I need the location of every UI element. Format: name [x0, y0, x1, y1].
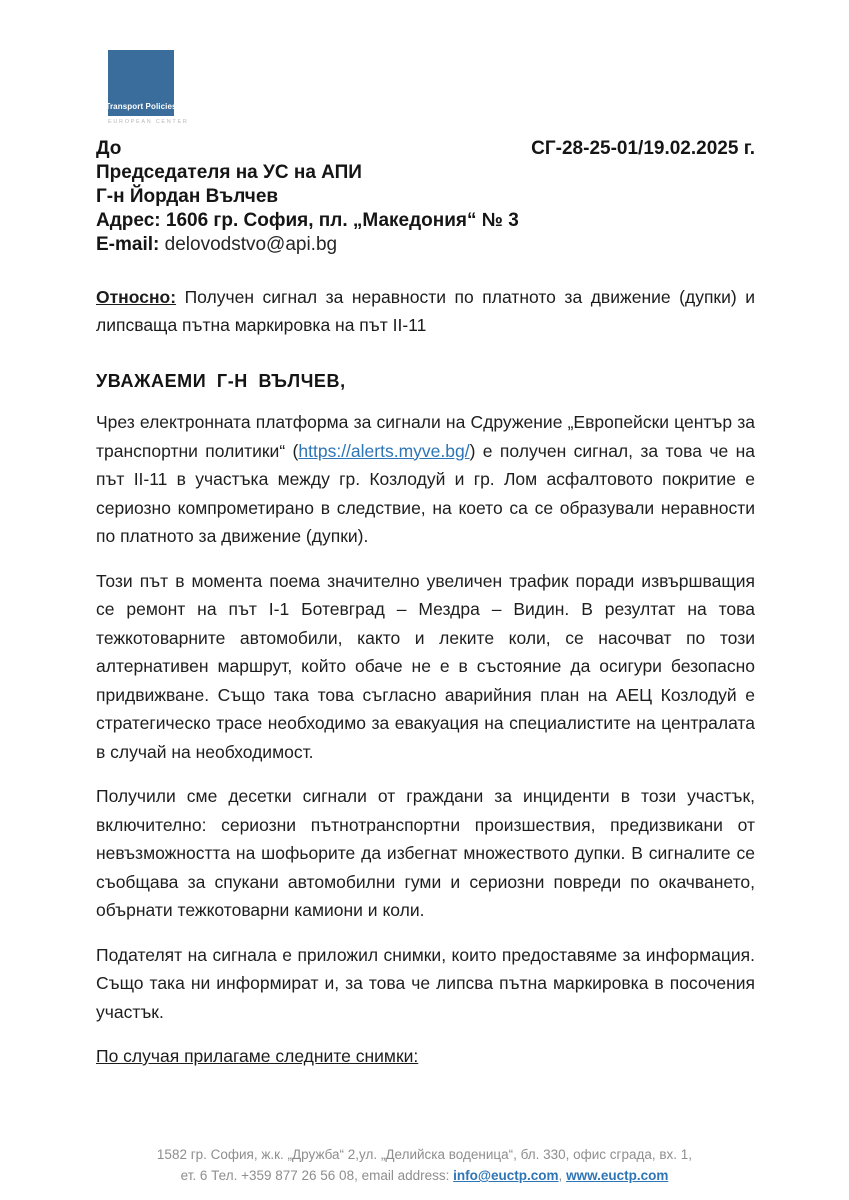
recipient-email-line	[96, 233, 755, 257]
footer-separator: ,	[558, 1168, 567, 1183]
footer-contact-text: ет. 6 Тел. +359 877 26 56 08, email address:	[180, 1168, 454, 1183]
reference-number: СГ-28-25-01/19.02.2025 г.	[531, 138, 755, 159]
logo-subtitle: EUROPEAN CENTER	[108, 119, 189, 125]
recipient-address: Адрес: 1606 гр. София, пл. „Македония“ № 3	[96, 210, 519, 231]
paragraph-2: Този път в момента поема значително увеличен трафик поради извършващия се ремонт на път I-1 Ботевград – Мездра – Видин. В резултат на това тежкотоварните автомобили, както и леките коли, се насочват по този алтернативен маршрут, който обаче не е в състояние да осигури безопасно придвижване. Също така това съгласно аварийния план на АЕЦ Козлодуй е стратегическо трасе необходимо за евакуация на специалистите на централата в случай на необходимост.	[96, 570, 755, 762]
logo-title: Transport Policies	[105, 102, 177, 111]
recipient-to: До	[96, 138, 122, 159]
subject-text: Получен сигнал за неравности по платното за движение (дупки) и липсваща пътна маркировка на път II-11	[96, 287, 755, 335]
paragraph-1-text-before: Чрез електронната платформа за сигнали на Сдружение „Европейски център за транспортни политики“ (	[96, 412, 755, 461]
header-row	[96, 137, 755, 161]
footer-email-link[interactable]: info@euctp.com	[453, 1168, 559, 1183]
logo-square	[105, 50, 177, 116]
subject-line	[96, 283, 755, 339]
footer	[0, 1144, 849, 1186]
paragraph-1	[96, 408, 755, 551]
footer-address-line: 1582 гр. София, ж.к. „Дружба“ 2,ул. „Делийска воденица“, бл. 330, офис сграда, вх. 1,	[156, 1147, 693, 1162]
alerts-platform-link[interactable]: https://alerts.myve.bg/	[298, 440, 470, 461]
footer-contact-line	[0, 1165, 849, 1186]
email-label: E-mail:	[96, 234, 160, 255]
salutation: УВАЖАЕМИ Г-Н ВЪЛЧЕВ,	[96, 371, 346, 391]
paragraph-4: Подателят на сигнала е приложил снимки, които предоставяме за информация. Също така ни информират и, за това че липсва пътна маркировка в посочения участък.	[96, 944, 755, 1022]
subject-label: Относно:	[96, 287, 177, 307]
organization-logo	[105, 50, 189, 125]
recipient-title: Председателя на УС на АПИ	[96, 162, 362, 183]
footer-website-link[interactable]: www.euctp.com	[566, 1168, 669, 1183]
paragraph-3: Получили сме десетки сигнали от граждани за инциденти в този участък, включително: сериозни пътнотранспортни произшествия, предизвикани от невъзможността на шофьорите да избегнат множеството дупки. В сигналите се съобщава за спукани автомобилни гуми и сериозни повреди по окачването, обърнати тежкотоварни камиони и коли.	[96, 786, 755, 920]
recipient-name: Г-н Йордан Вълчев	[96, 186, 279, 207]
paragraph-1-text-after: ) е получен сигнал, за това че на път II-11 в участъка между гр. Козлодуй и гр. Лом асфалтовото покритие е сериозно компрометирано в следствие, на което са се образували неравности по платното за движение (дупки).	[96, 440, 755, 546]
email-value: delovodstvo@api.bg	[164, 234, 338, 255]
attachments-heading: По случая прилагаме следните снимки:	[96, 1046, 419, 1066]
